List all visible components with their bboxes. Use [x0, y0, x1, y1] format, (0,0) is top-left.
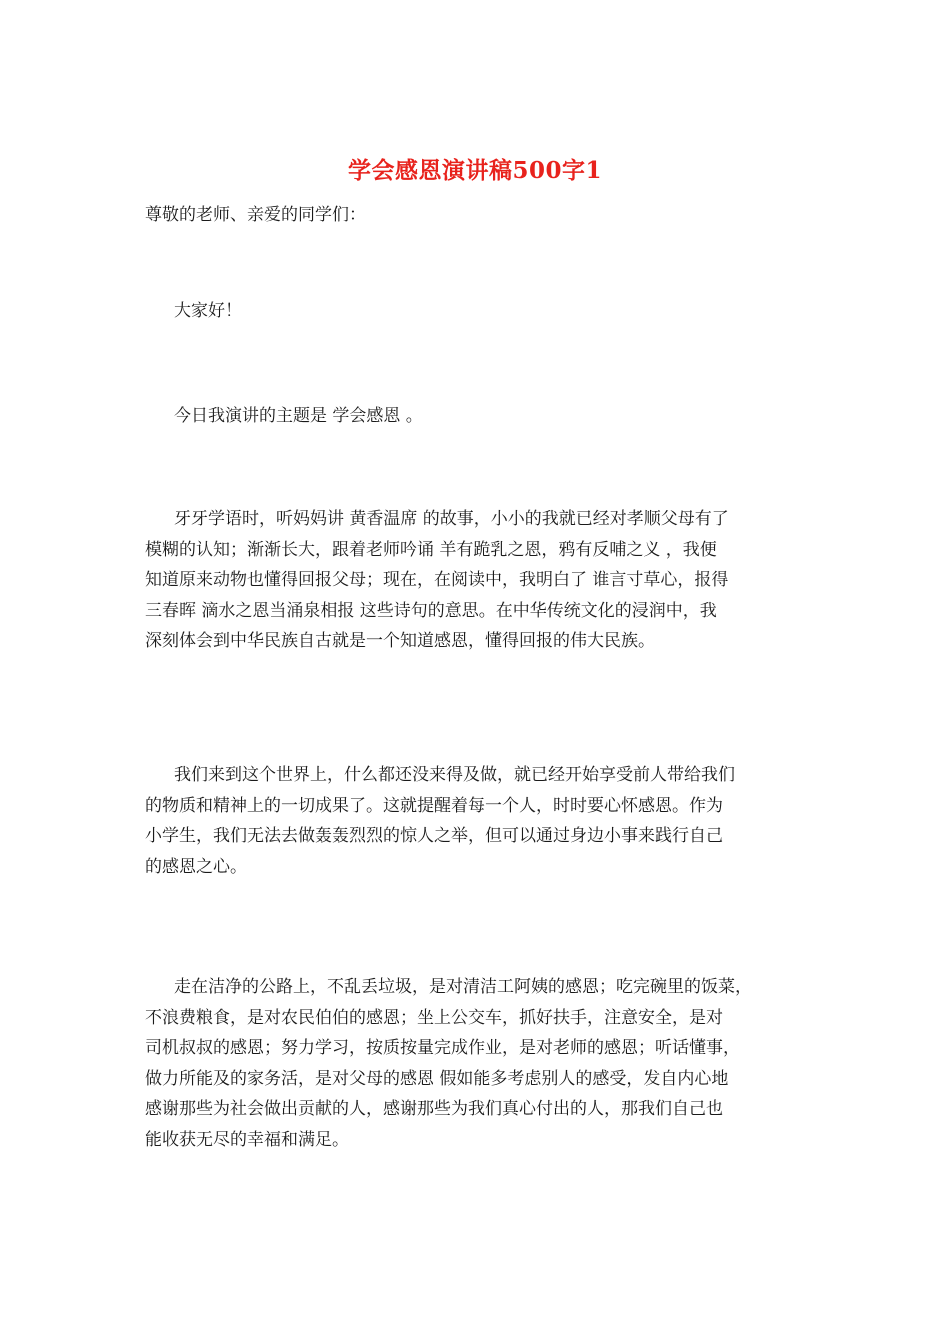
paragraph-topic — [145, 401, 810, 432]
salutation: 尊敬的老师、亲爱的同学们： — [145, 205, 366, 225]
paragraph-line: 感谢那些为社会做出贡献的人，感谢那些为我们真心付出的人，那我们自己也 — [145, 1099, 723, 1119]
paragraph-line: 牙牙学语时，听妈妈讲 黄香温席 的故事，小小的我就已经对孝顺父母有了 — [174, 509, 729, 529]
paragraph-childhood — [145, 504, 810, 657]
paragraph-line: 不浪费粮食，是对农民伯伯的感恩；坐上公交车，抓好扶手，注意安全，是对 — [145, 1007, 723, 1028]
paragraph-line: 三春晖 滴水之恩当涌泉相报 这些诗句的意思。在中华传统文化的浸润中，我 — [145, 600, 717, 621]
paragraph-greeting — [145, 296, 810, 327]
paragraph-line: 大家好！ — [174, 301, 242, 321]
paragraph-line: 做力所能及的家务活，是对父母的感恩 假如能多考虑别人的感受，发自内心地 — [145, 1068, 729, 1089]
paragraph-actions — [145, 972, 810, 1155]
paragraph-gratitude — [145, 760, 810, 882]
paragraph-line: 走在洁净的公路上，不乱丢垃圾，是对清洁工阿姨的感恩；吃完碗里的饭菜， — [174, 977, 752, 997]
paragraph-line: 能收获无尽的幸福和满足。 — [145, 1129, 349, 1150]
paragraph-line: 知道原来动物也懂得回报父母；现在，在阅读中，我明白了 谁言寸草心，报得 — [145, 570, 729, 590]
paragraph-line: 小学生，我们无法去做轰轰烈烈的惊人之举，但可以通过身边小事来践行自己 — [145, 826, 723, 846]
paragraph-line: 的感恩之心。 — [145, 856, 247, 877]
paragraph-line: 今日我演讲的主题是 学会感恩 。 — [174, 406, 423, 426]
paragraph-line: 深刻体会到中华民族自古就是一个知道感恩，懂得回报的伟大民族。 — [145, 631, 655, 651]
paragraph-line: 司机叔叔的感恩；努力学习，按质按量完成作业，是对老师的感恩；听话懂事， — [145, 1038, 740, 1058]
paragraph-line: 模糊的认知；渐渐长大，跟着老师吟诵 羊有跪乳之恩，鸦有反哺之义 ，我便 — [145, 539, 717, 560]
paragraph-line: 我们来到这个世界上，什么都还没来得及做，就已经开始享受前人带给我们 — [174, 765, 735, 785]
paragraph-line: 的物质和精神上的一切成果了。这就提醒着每一个人，时时要心怀感恩。作为 — [145, 795, 723, 816]
document-title: 学会感恩演讲稿500字1 — [347, 157, 602, 184]
